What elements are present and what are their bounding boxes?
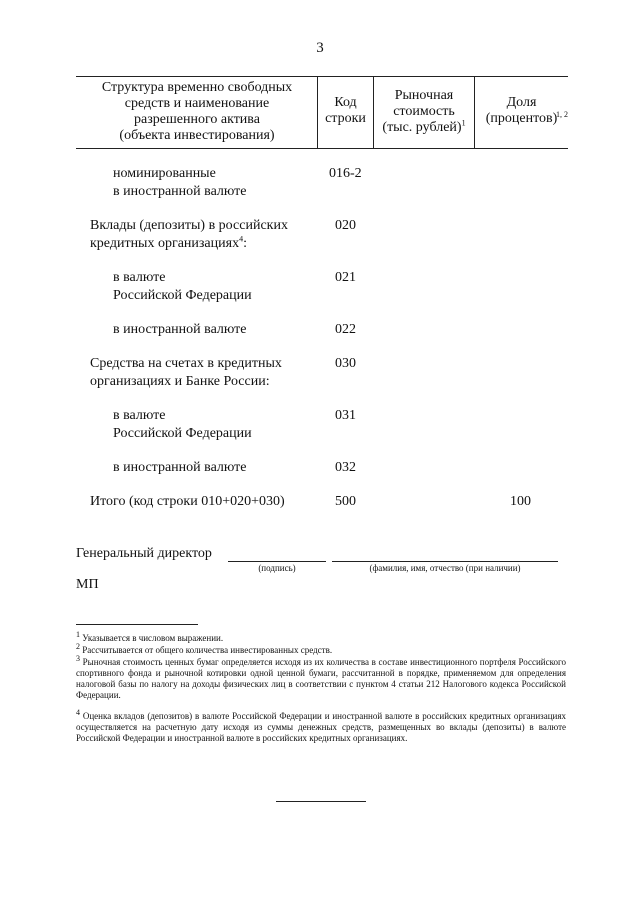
row-030-label: Средства на счетах в кредитных организациях и Банке России: xyxy=(90,356,282,389)
header-market-value: Рыночная стоимость (тыс. рублей)$^1$ xyxy=(382,88,466,135)
row-016-2-code: 016-2 xyxy=(329,166,362,181)
row-500-share: 100 xyxy=(510,494,531,509)
footnote-4: 4 Оценка вкладов (депозитов) в валюте Российской Федерации и иностранной валюте в российских кредитных организациях осуществляется на расчетную дату исходя из суммы денежных средств, размещенных во вклады (депозиты) в валюте Российской Федерации и иностранной валюте в российских кредитных организациях. xyxy=(76,708,566,743)
name-hint: (фамилия, имя, отчество (при наличии) xyxy=(369,563,521,573)
row-016-2-label: номинированные в иностранной валюте xyxy=(113,166,247,199)
header-structure: Структура временно свободных средств и наименование разрешенного актива (объекта инвестирования) xyxy=(101,80,293,143)
row-032-code: 032 xyxy=(335,460,356,475)
row-500-label: Итого (код строки 010+020+030) xyxy=(90,494,285,509)
footnote-separator xyxy=(76,624,198,625)
row-021-label: в валюте Российской Федерации xyxy=(113,270,252,303)
table-header-bottom-rule xyxy=(76,148,568,149)
header-share: Доля (процентов) 1, 2 xyxy=(485,95,568,126)
page-number: 3 xyxy=(316,40,324,56)
table-top-rule xyxy=(76,76,568,77)
row-022-label: в иностранной валюте xyxy=(113,322,247,337)
row-032-label: в иностранной валюте xyxy=(113,460,247,475)
name-line xyxy=(332,561,558,562)
row-031-label: в валюте Российской Федерации xyxy=(113,408,252,441)
signature-title: Генеральный директор xyxy=(76,546,212,561)
signature-line xyxy=(228,561,326,562)
header-code: Код строки xyxy=(325,95,366,126)
row-500-code: 500 xyxy=(335,494,356,509)
footnote-3: 3 Рыночная стоимость ценных бумаг определяется исходя из их количества в составе инвестиционного портфеля Российского спортивного фонда и рыночной котировки одной ценной бумаги, рассчитанной в порядке, применяемом для определения налоговой базы по налогу на доходы физических лиц в соответствии с пунктом 4 статьи 212 Налогового кодекса Российской Федерации. xyxy=(76,654,566,700)
end-of-page-rule xyxy=(276,801,366,802)
signature-hint: (подпись) xyxy=(258,563,296,573)
row-020-code: 020 xyxy=(335,218,356,233)
stamp-mark: МП xyxy=(76,577,99,592)
footnote-2: 2 Рассчитывается от общего количества инвестированных средств. xyxy=(76,642,333,655)
footnote-1: 1 Указывается в числовом выражении. xyxy=(76,630,224,643)
row-030-code: 030 xyxy=(335,356,356,371)
row-020-label: Вклады (депозиты) в российских кредитных организациях$^4$: xyxy=(90,218,288,251)
row-021-code: 021 xyxy=(335,270,356,285)
row-022-code: 022 xyxy=(335,322,356,337)
row-031-code: 031 xyxy=(335,408,356,423)
